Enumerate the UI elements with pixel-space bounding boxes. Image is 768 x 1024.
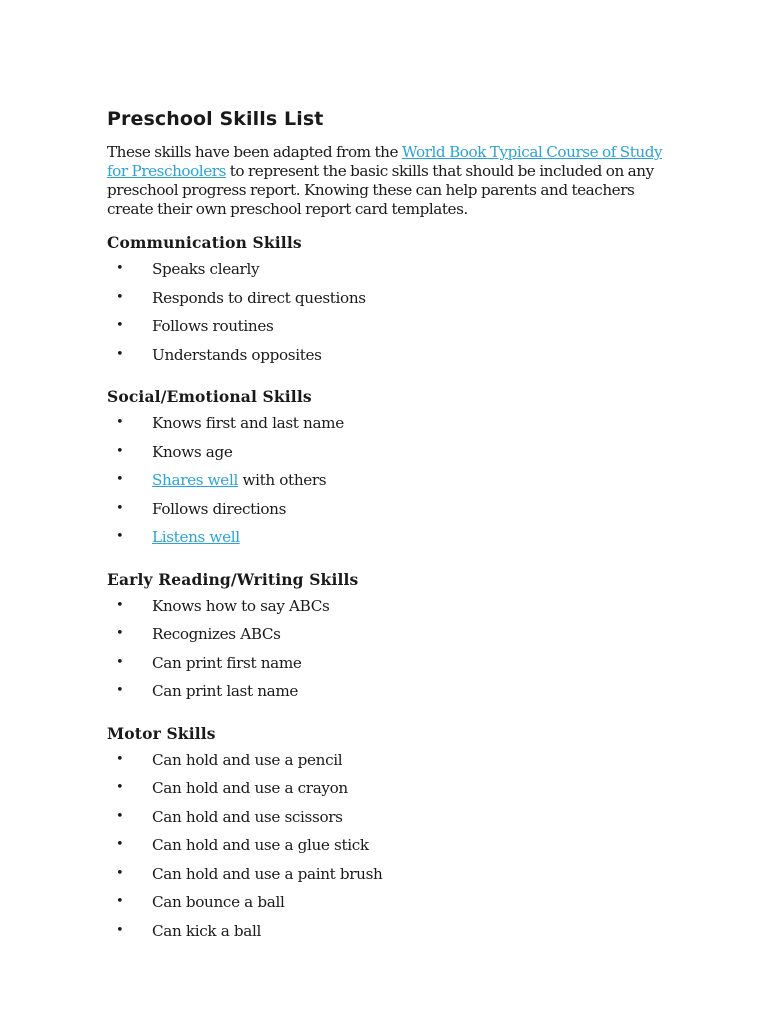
skill-list-item: [107, 258, 667, 287]
skill-text: Knows how to say ABCs: [152, 596, 330, 615]
skill-list-item: [107, 498, 667, 527]
bullet-icon: •: [116, 894, 124, 909]
skill-text: Can print first name: [152, 653, 302, 672]
skills-section: [107, 569, 667, 709]
skill-text: Can hold and use a pencil: [152, 750, 343, 769]
skill-text: Knows age: [152, 442, 233, 461]
skills-list: [107, 412, 667, 555]
skill-text: Understands opposites: [152, 345, 322, 364]
bullet-icon: •: [116, 780, 124, 795]
bullet-icon: •: [116, 346, 124, 362]
bullet-icon: •: [116, 472, 124, 487]
skill-text: Can print last name: [152, 682, 299, 700]
bullet-icon: •: [116, 837, 124, 852]
skill-list-item: [107, 834, 667, 863]
world-book-link[interactable]: World Book Typical Course of Study for Preschoolers: [107, 143, 663, 180]
bullet-icon: •: [116, 626, 124, 641]
skills-section: [107, 723, 667, 949]
bullet-icon: •: [116, 529, 124, 544]
skill-list-item: [107, 891, 667, 920]
bullet-icon: •: [116, 654, 124, 670]
intro-text-before-link: These skills have been adapted from the: [107, 143, 402, 161]
skill-text: Can hold and use a paint brush: [152, 864, 383, 883]
bullet-icon: •: [116, 318, 124, 333]
skill-text: Responds to direct questions: [152, 288, 366, 307]
skill-text: Knows first and last name: [152, 414, 344, 432]
skill-list-item: [107, 526, 667, 555]
skill-text: Can bounce a ball: [152, 893, 285, 911]
section-heading: Early Reading/Writing Skills: [107, 569, 359, 589]
skill-list-item: [107, 806, 667, 835]
skill-text: Speaks clearly: [152, 260, 260, 278]
skill-list-item: [107, 441, 667, 470]
skill-link[interactable]: Listens well: [152, 528, 240, 546]
skill-link[interactable]: Shares well: [152, 471, 238, 489]
skill-list-item: [107, 680, 667, 709]
intro-paragraph: [107, 143, 667, 219]
skills-list: [107, 749, 667, 949]
bullet-icon: •: [116, 808, 124, 824]
page-title: Preschool Skills List: [107, 108, 324, 130]
bullet-icon: •: [116, 261, 124, 276]
skills-section: [107, 386, 667, 555]
bullet-icon: •: [116, 683, 124, 698]
skill-list-item: [107, 623, 667, 652]
skill-list-item: [107, 863, 667, 892]
skill-list-item: [107, 595, 667, 624]
bullet-icon: •: [116, 751, 124, 767]
skill-text: with others: [237, 471, 327, 489]
skill-text: Can kick a ball: [152, 921, 262, 940]
skill-text: Can hold and use scissors: [152, 807, 343, 826]
bullet-icon: •: [116, 922, 124, 938]
skill-list-item: [107, 344, 667, 373]
bullet-icon: •: [116, 597, 124, 613]
bullet-icon: •: [116, 415, 124, 430]
skills-sections: [107, 232, 667, 948]
document-page: [107, 106, 667, 948]
skill-list-item: [107, 287, 667, 316]
section-heading: Social/Emotional Skills: [107, 387, 312, 406]
bullet-icon: •: [116, 289, 124, 305]
skill-list-item: [107, 920, 667, 949]
bullet-icon: •: [116, 443, 124, 459]
skill-text: Follows routines: [152, 317, 274, 335]
section-heading: Motor Skills: [107, 723, 216, 743]
skill-text: Can hold and use a crayon: [152, 779, 348, 797]
skills-list: [107, 595, 667, 709]
skill-list-item: [107, 315, 667, 344]
intro-text-after-link: to represent the basic skills that should be included on any preschool progress report. Knowing these can help parents and teachers create their own preschool report card templates.: [107, 162, 654, 218]
section-heading: Communication Skills: [107, 233, 302, 252]
skill-list-item: [107, 412, 667, 441]
skills-section: [107, 232, 667, 372]
skill-text: Recognizes ABCs: [152, 625, 281, 643]
skill-text: Can hold and use a glue stick: [152, 836, 369, 854]
skill-list-item: [107, 749, 667, 778]
bullet-icon: •: [116, 865, 124, 881]
skill-list-item: [107, 469, 667, 498]
skills-list: [107, 258, 667, 372]
skill-list-item: [107, 777, 667, 806]
skill-text: Follows directions: [152, 499, 287, 518]
bullet-icon: •: [116, 500, 124, 516]
skill-list-item: [107, 652, 667, 681]
